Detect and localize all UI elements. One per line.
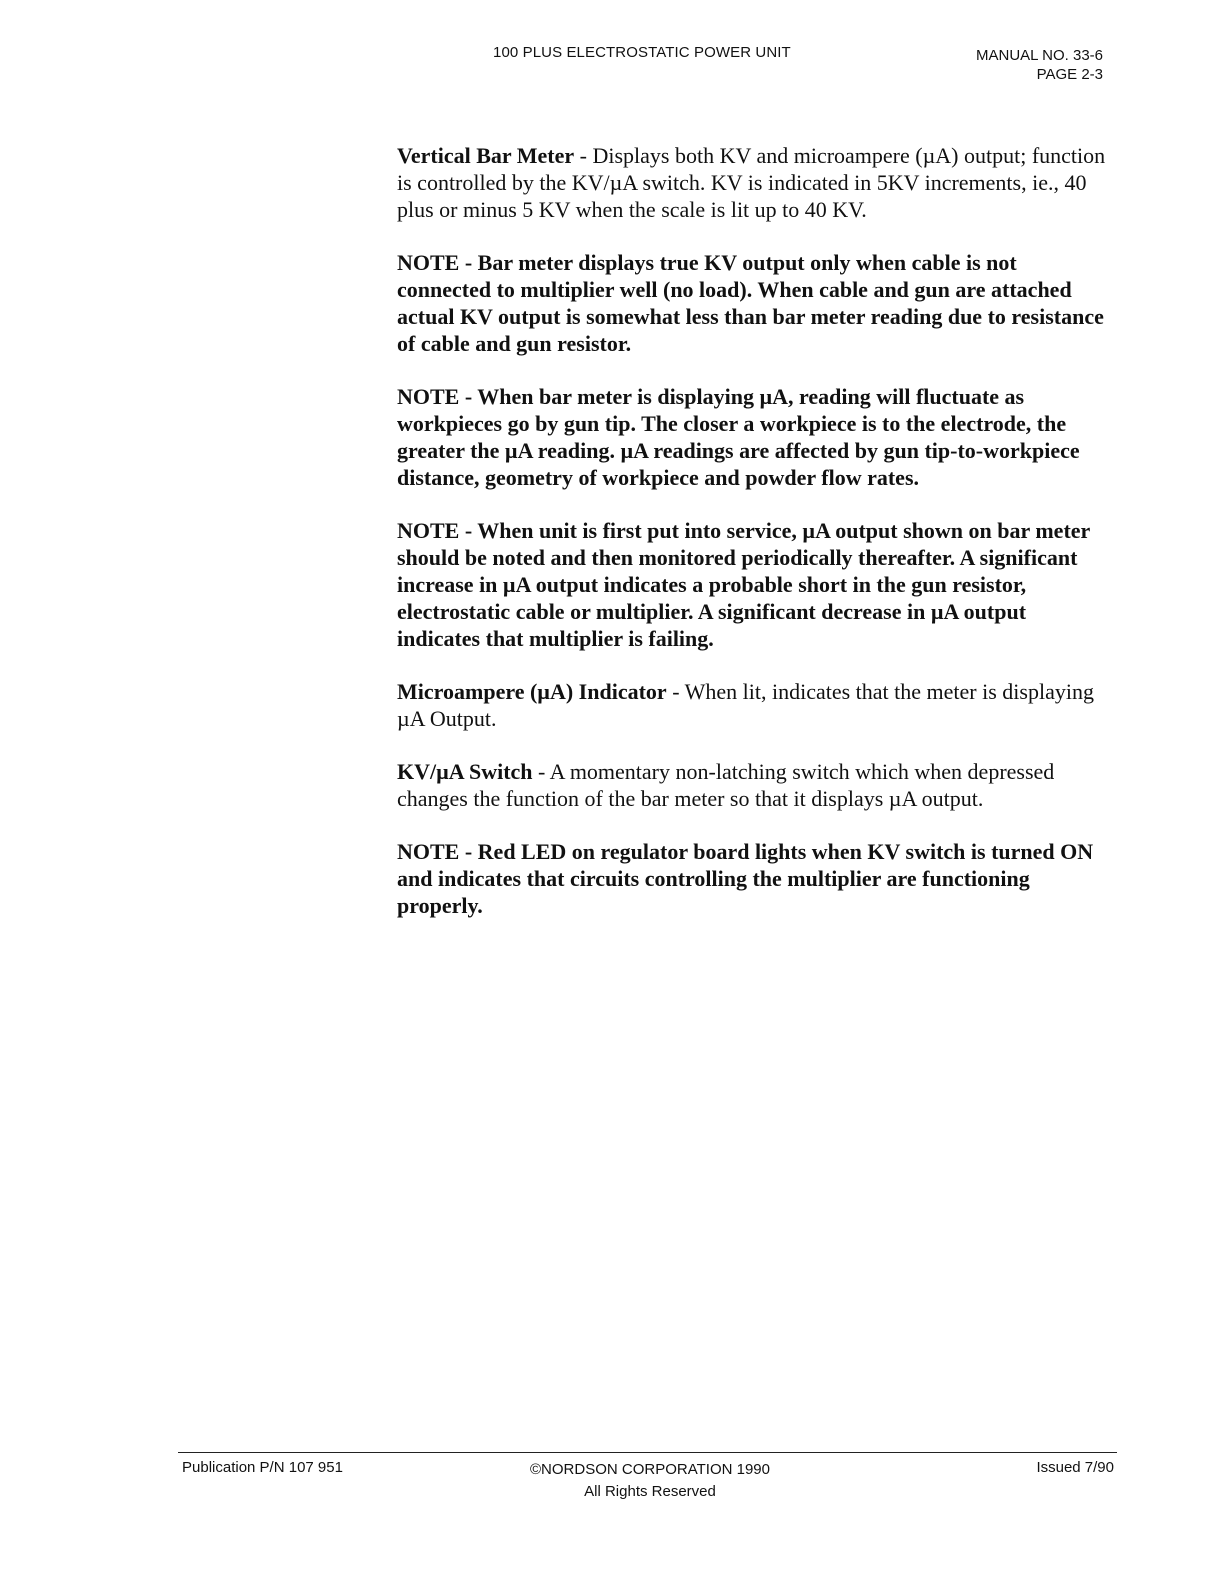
footer-rights: All Rights Reserved bbox=[584, 1483, 716, 1500]
description-vertical-bar-meter: - Displays both KV and microampere (µA) output; function is controlled by the KV/µA switch. KV is indicated in 5KV increments, ie., 40 plus or minus 5 KV when the scale is lit up to 40 KV. bbox=[397, 143, 1106, 222]
paragraph-vertical-bar-meter bbox=[397, 142, 1107, 223]
description-microampere-indicator: - When lit, indicates that the meter is displaying µA Output. bbox=[397, 679, 1094, 731]
paragraph-kv-ua-switch bbox=[397, 758, 1107, 812]
header-manual-info bbox=[976, 46, 1103, 84]
description-kv-ua-switch: - A momentary non-latching switch which when depressed changes the function of the bar meter so that it displays µA output. bbox=[397, 759, 1055, 811]
footer-issued-date: Issued 7/90 bbox=[1036, 1459, 1114, 1476]
footer-copyright-block bbox=[490, 1459, 810, 1503]
page-number: PAGE 2-3 bbox=[1036, 66, 1103, 83]
manual-number: MANUAL NO. 33-6 bbox=[976, 47, 1103, 64]
header-title: 100 PLUS ELECTROSTATIC POWER UNIT bbox=[493, 44, 791, 61]
term-kv-ua-switch: KV/µA Switch bbox=[397, 759, 533, 784]
footer-publication-number: Publication P/N 107 951 bbox=[182, 1459, 343, 1476]
paragraph-microampere-indicator bbox=[397, 678, 1107, 732]
note-red-led: NOTE - Red LED on regulator board lights when KV switch is turned ON and indicates that circuits controlling the multiplier are functioning properly. bbox=[397, 839, 1094, 918]
note-bar-meter-true-kv: NOTE - Bar meter displays true KV output only when cable is not connected to multiplier well (no load). When cable and gun are attached actual KV output is somewhat less than bar meter reading due to resistance of cable and gun resistor. bbox=[397, 250, 1104, 356]
page-body bbox=[397, 142, 1107, 945]
note-ua-fluctuation: NOTE - When bar meter is displaying µA, reading will fluctuate as workpieces go by gun tip. The closer a workpiece is to the electrode, the greater the µA reading. µA readings are affected by gun tip-to-workpiece distance, geometry of workpiece and powder flow rates. bbox=[397, 384, 1080, 490]
footer-divider bbox=[178, 1452, 1117, 1453]
term-microampere-indicator: Microampere (µA) Indicator bbox=[397, 679, 667, 704]
note-ua-monitoring: NOTE - When unit is first put into service, µA output shown on bar meter should be noted and then monitored periodically thereafter. A significant increase in µA output indicates a probable short in the gun resistor, electrostatic cable or multiplier. A significant decrease in µA output indicates that multiplier is failing. bbox=[397, 518, 1090, 651]
footer-copyright: ©NORDSON CORPORATION 1990 bbox=[530, 1461, 770, 1478]
term-vertical-bar-meter: Vertical Bar Meter bbox=[397, 143, 575, 168]
